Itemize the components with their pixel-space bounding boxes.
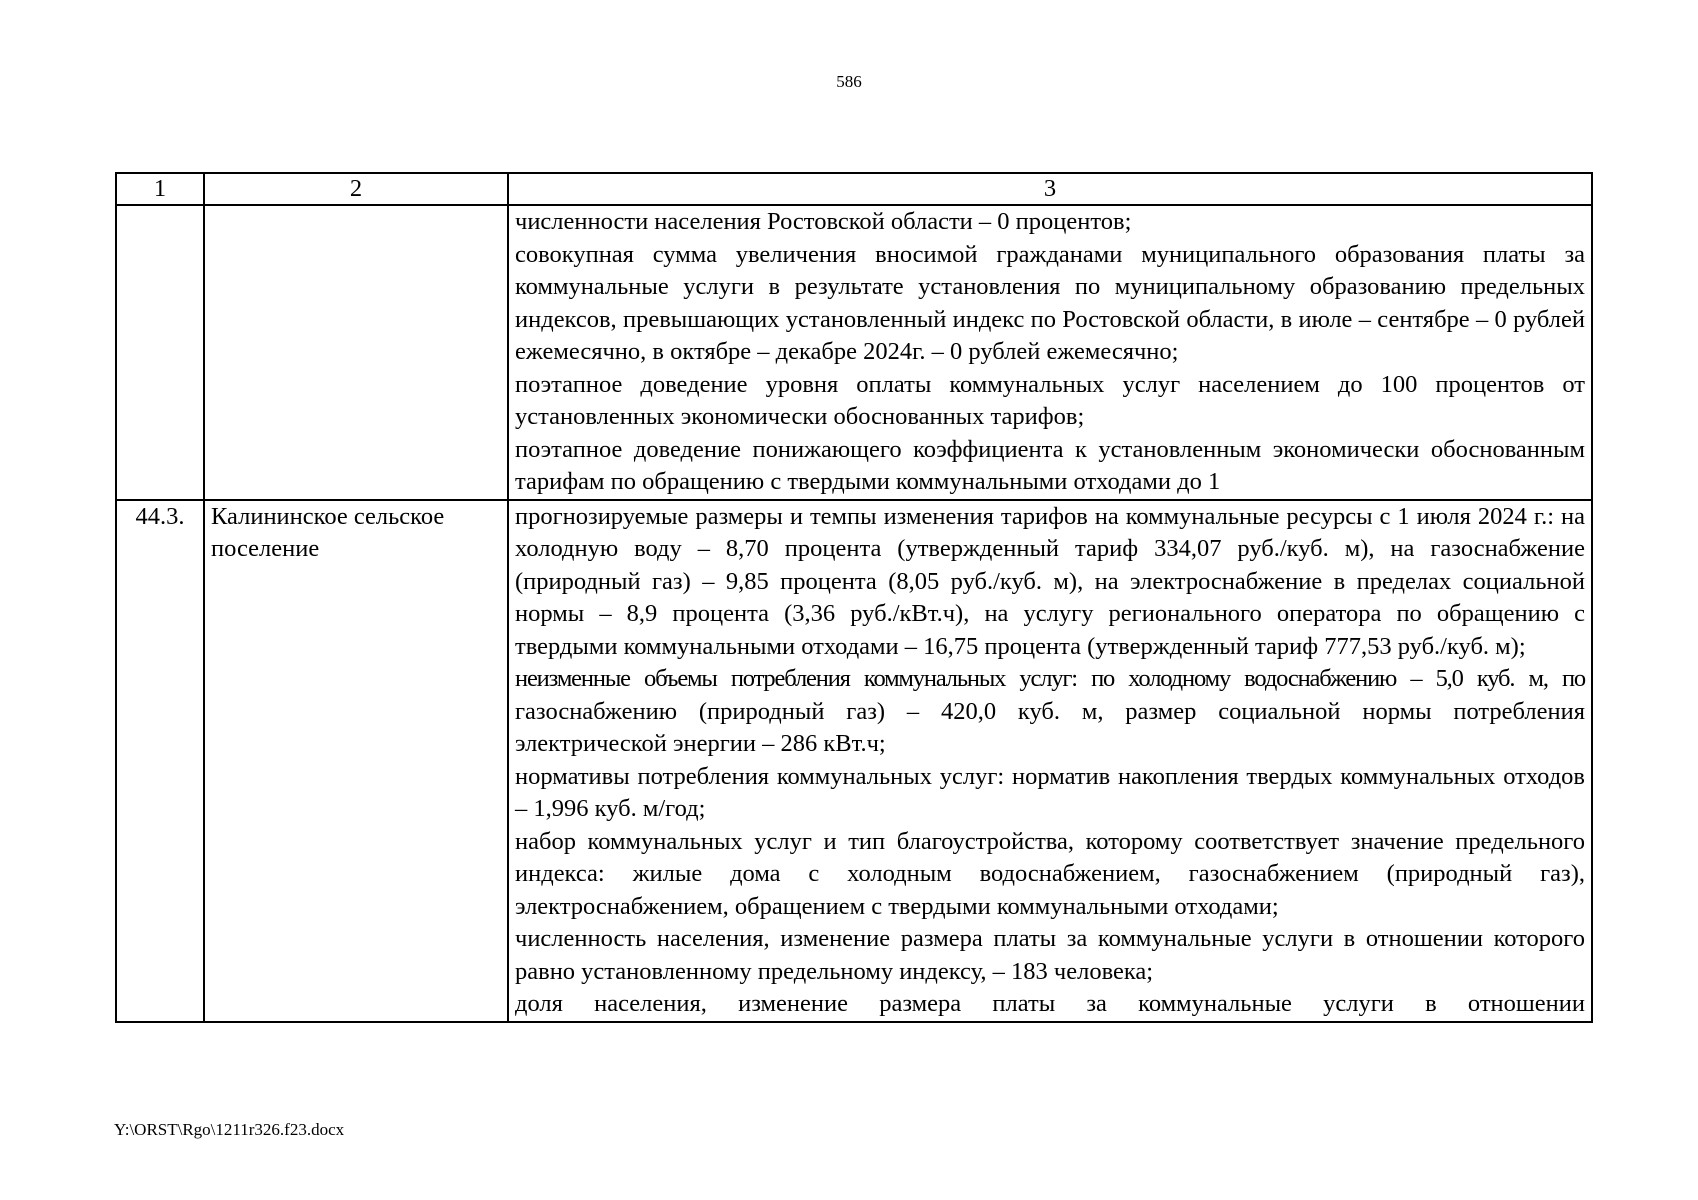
row-description (508, 500, 1592, 1022)
table-row (116, 500, 1592, 1022)
municipality-name (204, 205, 508, 500)
table-row (116, 205, 1592, 500)
table-header-row (116, 173, 1592, 205)
column-header-1: 1 (116, 173, 204, 205)
municipality-name: Калининское сельское поселение (204, 500, 508, 1022)
description-paragraph: поэтапное доведение уровня оплаты коммунальных услуг населением до 100 процентов от установленных экономически обоснованных тарифов; (515, 370, 1585, 430)
row-number (116, 205, 204, 500)
tariff-table (115, 172, 1593, 1023)
description-paragraph: численности населения Ростовской области – 0 процентов; (515, 208, 1132, 235)
description-paragraph: прогнозируемые размеры и темпы изменения тарифов на коммунальные ресурсы с 1 июля 2024 г.: на холодную воду – 8,70 процента (утвержденный тариф 334,07 руб./куб. м), на газоснабжение (природный газ) – 9,85 процента (8,05 руб./куб. м), на электроснабжение в пределах социальной нормы – 8,9 процента (3,36 руб./кВт.ч), на услугу регионального оператора по обращению с твердыми коммунальными отходами – 16,75 процента (утвержденный тариф 777,53 руб./куб. м); (515, 502, 1585, 660)
footer-file-path: Y:\ORST\Rgo\1211r326.f23.docx (114, 1120, 345, 1139)
description-paragraph: доля населения, изменение размера платы за коммунальные услуги в отношении (515, 990, 1585, 1017)
column-header-3: 3 (508, 173, 1592, 205)
description-paragraph: поэтапное доведение понижающего коэффициента к установленным экономически обоснованным тарифам по обращению с твердыми коммунальными отходами до 1 (515, 435, 1585, 495)
description-paragraph: совокупная сумма увеличения вносимой гражданами муниципального образования платы за коммунальные услуги в результате установления по муниципальному образованию предельных индексов, превышающих установленный индекс по Ростовской области, в июле – сентябре – 0 рублей ежемесячно, в октябре – декабре 2024г. – 0 рублей ежемесячно; (515, 240, 1585, 365)
description-paragraph: неизменные объемы потребления коммунальных услуг: по холодному водоснабжению – 5,0 куб. м, по (515, 665, 1585, 692)
row-description (508, 205, 1592, 500)
description-paragraph: нормативы потребления коммунальных услуг: норматив накопления твердых коммунальных отходов – 1,996 куб. м/год; (515, 762, 1585, 822)
description-paragraph: численность населения, изменение размера платы за коммунальные услуги в отношении которого равно установленному предельному индексу, – 183 человека; (515, 925, 1585, 985)
description-paragraph: набор коммунальных услуг и тип благоустройства, которому соответствует значение предельного индекса: жилые дома с холодным водоснабжением, газоснабжением (природный газ), электроснабжением, обращением с твердыми коммунальными отходами; (515, 827, 1585, 920)
column-header-2: 2 (204, 173, 508, 205)
row-number: 44.3. (116, 500, 204, 1022)
description-paragraph: газоснабжению (природный газ) – 420,0 куб. м, размер социальной нормы потребления электрической энергии – 286 кВт.ч; (515, 697, 1585, 757)
page-number: 586 (836, 72, 862, 91)
